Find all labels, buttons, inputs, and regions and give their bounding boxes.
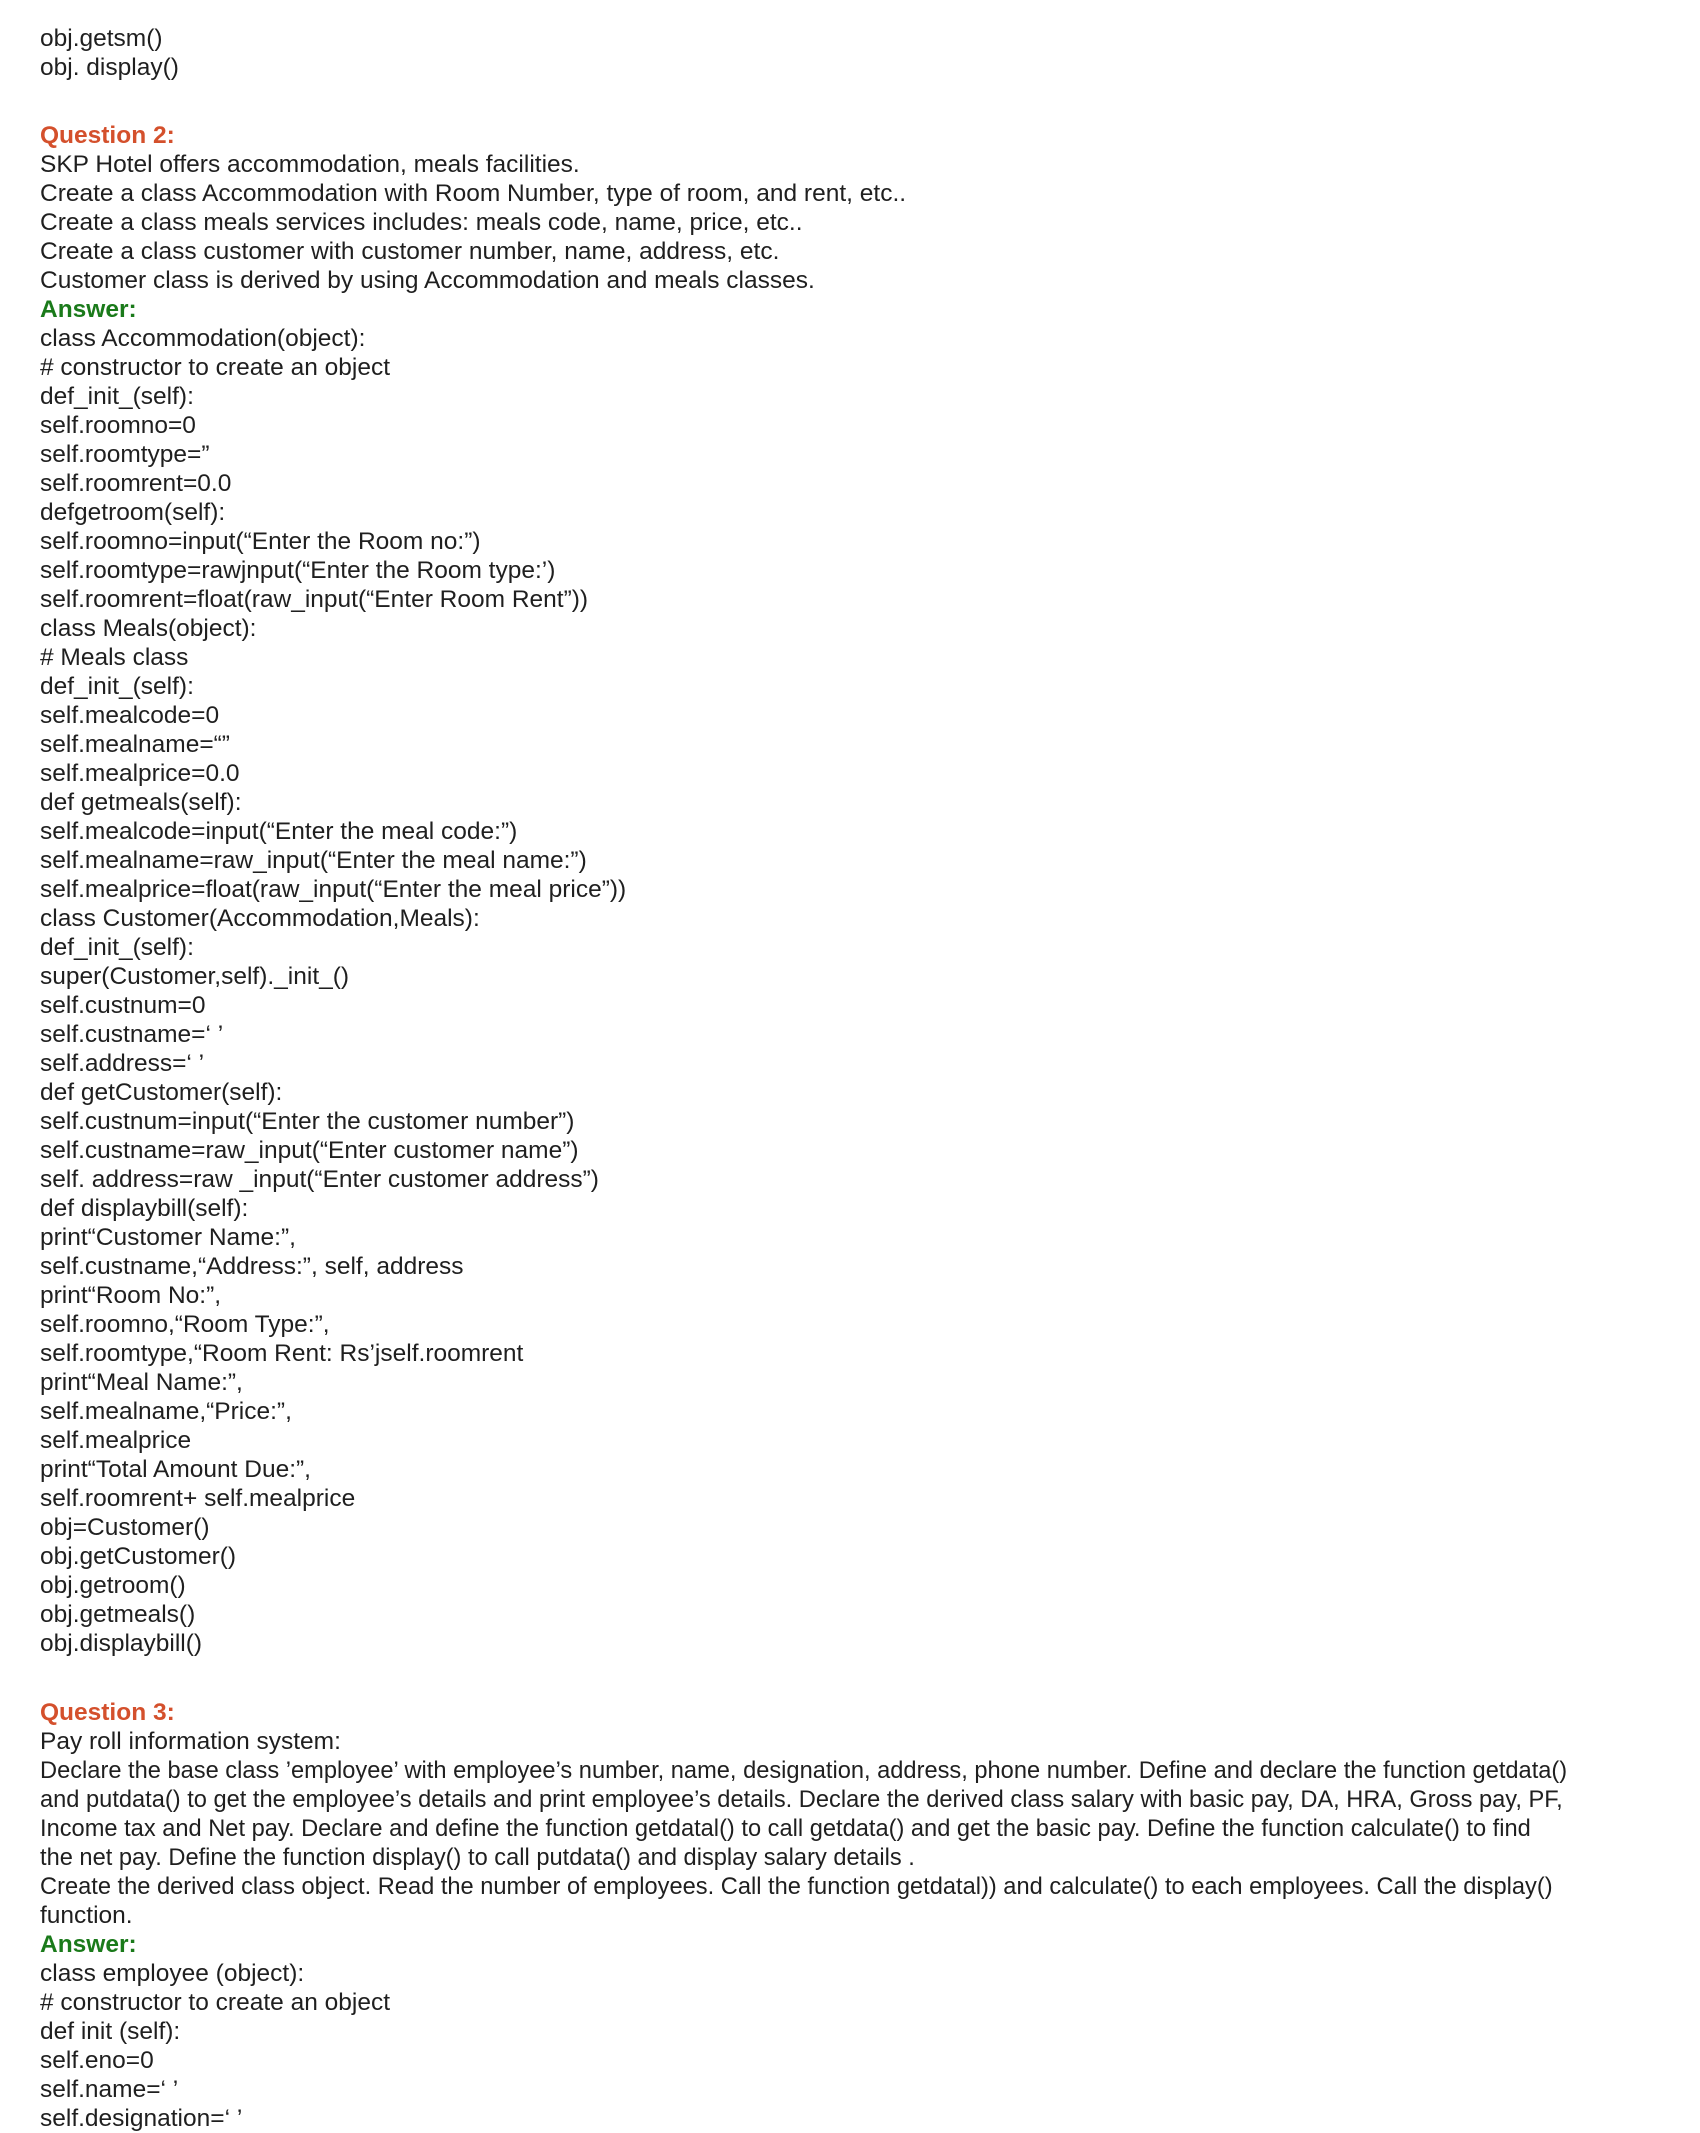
description-line: function. <box>40 1902 133 1929</box>
code-line: self.roomtype=rawjnput(“Enter the Room type:’) <box>40 557 556 584</box>
description-line: Customer class is derived by using Accommodation and meals classes. <box>40 267 815 294</box>
question-2-title: Question 2: <box>40 122 175 149</box>
code-line: print“Room No:”, <box>40 1282 222 1309</box>
description-line: Create a class customer with customer number, name, address, etc. <box>40 238 780 265</box>
code-line: self.mealname,“Price:”, <box>40 1398 292 1425</box>
description-line: Declare the base class ’employee’ with employee’s number, name, designation, address, phone number. Define and declare the function getdata() <box>40 1757 1568 1784</box>
document-page <box>40 24 1690 2133</box>
code-line: self.custnum=0 <box>40 992 206 1019</box>
question-2-section <box>40 121 1690 1658</box>
code-line: self.mealprice=float(raw_input(“Enter the meal price”)) <box>40 876 627 903</box>
code-line: obj=Customer() <box>40 1514 210 1541</box>
code-line: def getCustomer(self): <box>40 1079 283 1106</box>
code-line: self.address=‘ ’ <box>40 1050 205 1077</box>
code-line: print“Customer Name:”, <box>40 1224 296 1251</box>
code-line: def getmeals(self): <box>40 789 242 816</box>
code-line: self.custnum=input(“Enter the customer number”) <box>40 1108 575 1135</box>
code-line: def_init_(self): <box>40 673 194 700</box>
question-2-description <box>40 150 1690 295</box>
description-line: Create the derived class object. Read the number of employees. Call the function getdatal)) and calculate() to each employees. Call the display() <box>40 1873 1553 1900</box>
question-3-code <box>40 1959 1690 2133</box>
code-line: # constructor to create an object <box>40 1989 390 2016</box>
question-3-title: Question 3: <box>40 1699 175 1726</box>
answer-label: Answer: <box>40 296 137 323</box>
code-line: defgetroom(self): <box>40 499 226 526</box>
description-line: SKP Hotel offers accommodation, meals facilities. <box>40 151 580 178</box>
description-line: Pay roll information system: <box>40 1728 341 1755</box>
question-3-section <box>40 1698 1690 2133</box>
code-line: def_init_(self): <box>40 934 194 961</box>
code-line: obj.displaybill() <box>40 1630 203 1657</box>
code-line: self.mealname=“” <box>40 731 230 758</box>
code-line: obj.getsm() <box>40 25 163 52</box>
code-line: class Meals(object): <box>40 615 257 642</box>
code-line: self.roomtype,“Room Rent: Rs’jself.roomrent <box>40 1340 524 1367</box>
code-line: class Customer(Accommodation,Meals): <box>40 905 480 932</box>
code-line: print“Meal Name:”, <box>40 1369 243 1396</box>
code-line: self.eno=0 <box>40 2047 154 2074</box>
code-line: class employee (object): <box>40 1960 305 1987</box>
code-line: self. address=raw _input(“Enter customer address”) <box>40 1166 599 1193</box>
code-line: self.roomrent+ self.mealprice <box>40 1485 356 1512</box>
code-line: self.roomno=input(“Enter the Room no:”) <box>40 528 481 555</box>
code-line: obj.getroom() <box>40 1572 186 1599</box>
code-line: self.roomno=0 <box>40 412 196 439</box>
code-line: self.mealprice <box>40 1427 192 1454</box>
code-line: self.roomrent=float(raw_input(“Enter Room Rent”)) <box>40 586 589 613</box>
code-line: self.mealname=raw_input(“Enter the meal name:”) <box>40 847 587 874</box>
code-line: self.designation=‘ ’ <box>40 2105 243 2132</box>
code-line: def init (self): <box>40 2018 181 2045</box>
code-line: obj. display() <box>40 54 179 81</box>
code-line: # constructor to create an object <box>40 354 390 381</box>
code-line: print“Total Amount Due:”, <box>40 1456 311 1483</box>
code-line: def displaybill(self): <box>40 1195 249 1222</box>
spacer <box>40 1658 1690 1698</box>
code-line: self.mealcode=input(“Enter the meal code:”) <box>40 818 518 845</box>
previous-answer-tail <box>40 24 1690 82</box>
code-line: self.mealcode=0 <box>40 702 220 729</box>
answer-label: Answer: <box>40 1931 137 1958</box>
description-line: and putdata() to get the employee’s details and print employee’s details. Declare the derived class salary with basic pay, DA, HRA, Gross pay, PF, <box>40 1786 1563 1813</box>
code-line: self.custname=raw_input(“Enter customer name”) <box>40 1137 579 1164</box>
spacer <box>40 82 1690 121</box>
code-line: obj.getCustomer() <box>40 1543 237 1570</box>
question-3-description <box>40 1727 1690 1930</box>
description-line: Create a class Accommodation with Room Number, type of room, and rent, etc.. <box>40 180 907 207</box>
code-line: def_init_(self): <box>40 383 194 410</box>
code-line: super(Customer,self)._init_() <box>40 963 350 990</box>
code-line: self.custname=‘ ’ <box>40 1021 224 1048</box>
description-line: the net pay. Define the function display() to call putdata() and display salary details . <box>40 1844 915 1871</box>
description-line: Income tax and Net pay. Declare and define the function getdatal() to call getdata() and get the basic pay. Define the function calculate() to find <box>40 1815 1531 1842</box>
code-line: self.name=‘ ’ <box>40 2076 179 2103</box>
code-line: self.roomtype=” <box>40 441 210 468</box>
description-line: Create a class meals services includes: meals code, name, price, etc.. <box>40 209 803 236</box>
code-line: self.custname,“Address:”, self, address <box>40 1253 464 1280</box>
code-line: obj.getmeals() <box>40 1601 196 1628</box>
code-line: self.mealprice=0.0 <box>40 760 240 787</box>
code-line: # Meals class <box>40 644 189 671</box>
question-2-code <box>40 324 1690 1658</box>
code-line: class Accommodation(object): <box>40 325 366 352</box>
code-line: self.roomno,“Room Type:”, <box>40 1311 330 1338</box>
code-line: self.roomrent=0.0 <box>40 470 232 497</box>
